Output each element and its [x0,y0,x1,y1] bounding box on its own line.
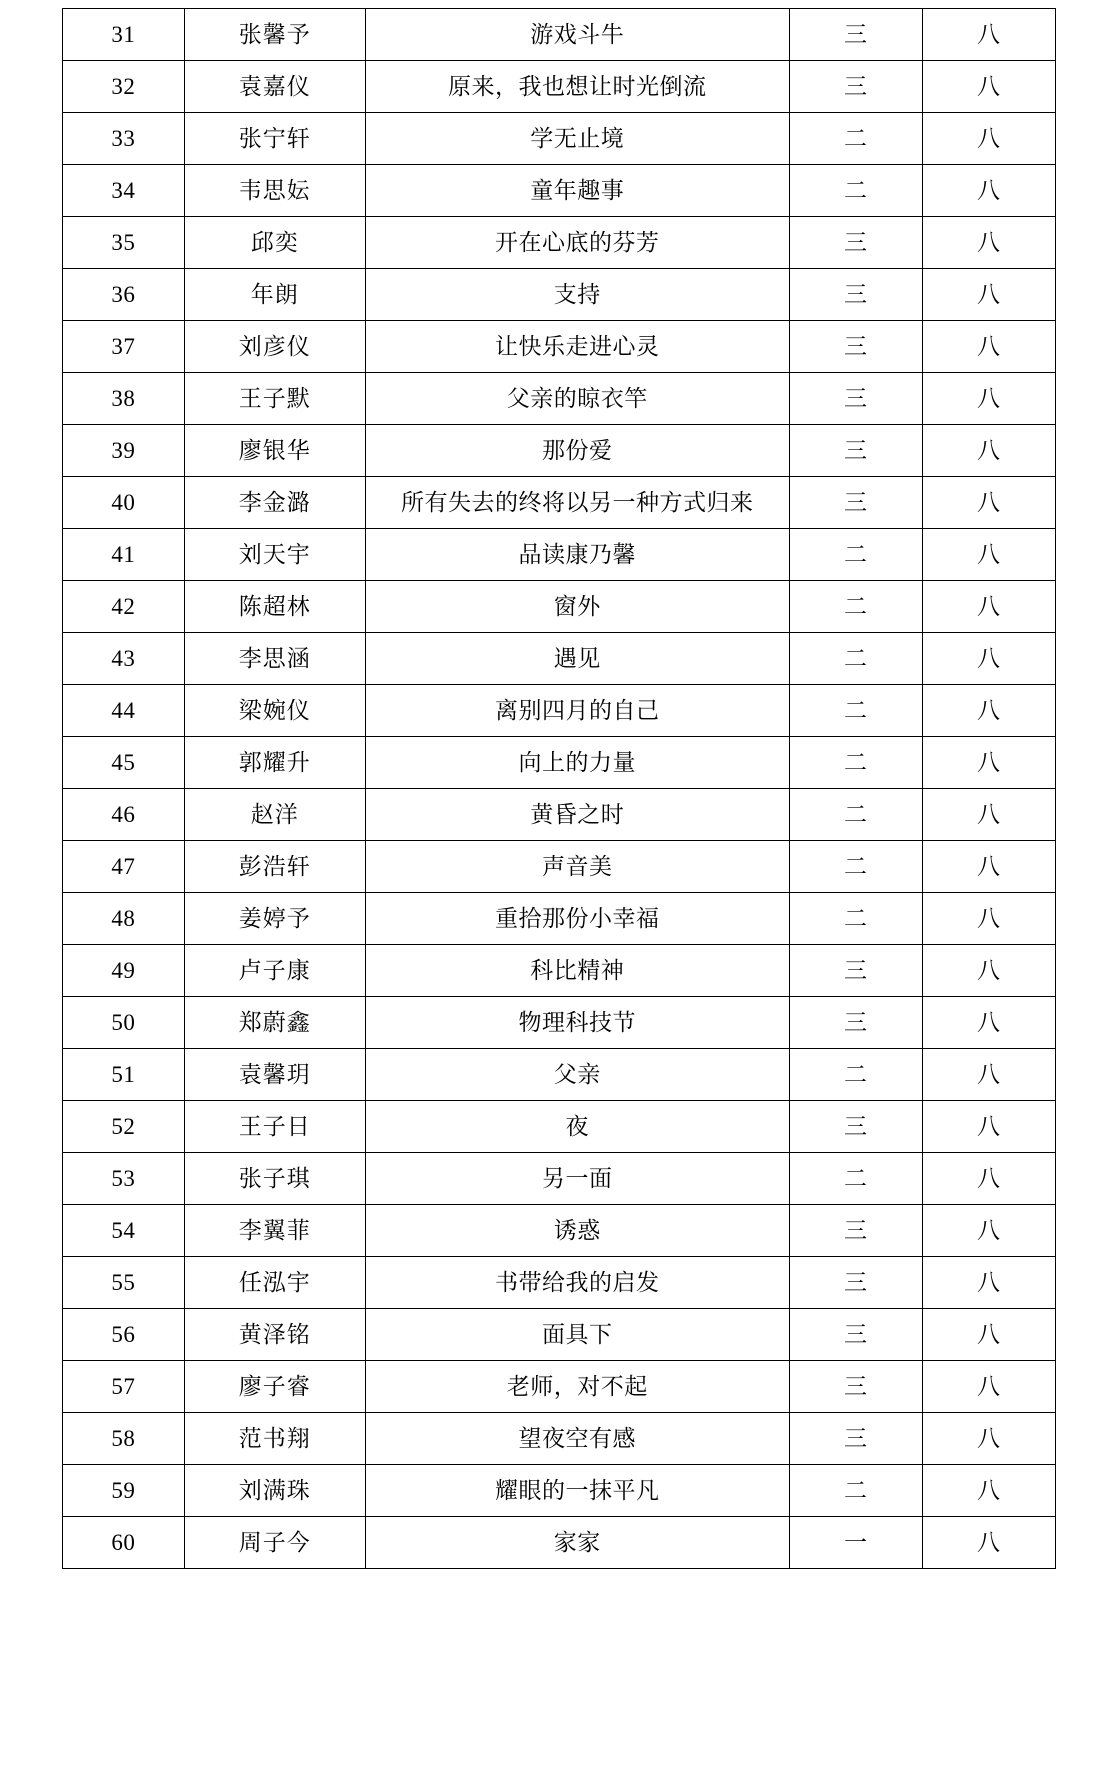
work-title-cell: 夜 [365,1101,789,1153]
row-index-cell: 46 [63,789,185,841]
table-row [63,165,1056,217]
row-index-cell: 48 [63,893,185,945]
prize-level-cell: 二 [789,581,922,633]
student-name-cell: 周子今 [184,1517,365,1569]
row-index-cell: 32 [63,61,185,113]
table-row [63,945,1056,997]
table-row [63,1257,1056,1309]
student-name-cell: 王子默 [184,373,365,425]
student-name-cell: 刘天宇 [184,529,365,581]
grade-cell: 八 [922,1361,1055,1413]
table-row [63,1517,1056,1569]
table-row [63,841,1056,893]
row-index-cell: 33 [63,113,185,165]
table-row [63,321,1056,373]
work-title-cell: 学无止境 [365,113,789,165]
student-name-cell: 刘彦仪 [184,321,365,373]
student-name-cell: 郑蔚鑫 [184,997,365,1049]
row-index-cell: 37 [63,321,185,373]
prize-level-cell: 三 [789,1205,922,1257]
table-row [63,685,1056,737]
table-row [63,789,1056,841]
student-name-cell: 刘满珠 [184,1465,365,1517]
work-title-cell: 父亲 [365,1049,789,1101]
student-name-cell: 韦思妘 [184,165,365,217]
student-name-cell: 黄泽铭 [184,1309,365,1361]
row-index-cell: 50 [63,997,185,1049]
table-row [63,737,1056,789]
grade-cell: 八 [922,841,1055,893]
prize-level-cell: 二 [789,841,922,893]
table-row [63,1049,1056,1101]
row-index-cell: 60 [63,1517,185,1569]
grade-cell: 八 [922,425,1055,477]
work-title-cell: 书带给我的启发 [365,1257,789,1309]
prize-level-cell: 二 [789,893,922,945]
prize-level-cell: 二 [789,1465,922,1517]
student-name-cell: 卢子康 [184,945,365,997]
prize-level-cell: 三 [789,1361,922,1413]
row-index-cell: 41 [63,529,185,581]
student-name-cell: 彭浩轩 [184,841,365,893]
grade-cell: 八 [922,1049,1055,1101]
grade-cell: 八 [922,113,1055,165]
table-row [63,61,1056,113]
grade-cell: 八 [922,269,1055,321]
prize-level-cell: 三 [789,477,922,529]
work-title-cell: 另一面 [365,1153,789,1205]
work-title-cell: 童年趣事 [365,165,789,217]
table-row [63,1153,1056,1205]
prize-level-cell: 三 [789,373,922,425]
table-row [63,425,1056,477]
grade-cell: 八 [922,529,1055,581]
student-name-cell: 李翼菲 [184,1205,365,1257]
prize-level-cell: 三 [789,217,922,269]
prize-level-cell: 三 [789,997,922,1049]
prize-level-cell: 三 [789,321,922,373]
student-name-cell: 邱奕 [184,217,365,269]
row-index-cell: 34 [63,165,185,217]
table-row [63,1205,1056,1257]
prize-level-cell: 三 [789,9,922,61]
prize-level-cell: 三 [789,1413,922,1465]
student-name-cell: 袁馨玥 [184,1049,365,1101]
student-name-cell: 廖银华 [184,425,365,477]
grade-cell: 八 [922,9,1055,61]
row-index-cell: 35 [63,217,185,269]
grade-cell: 八 [922,1153,1055,1205]
prize-level-cell: 二 [789,113,922,165]
student-name-cell: 范书翔 [184,1413,365,1465]
grade-cell: 八 [922,945,1055,997]
student-name-cell: 张子琪 [184,1153,365,1205]
work-title-cell: 品读康乃馨 [365,529,789,581]
grade-cell: 八 [922,477,1055,529]
table-row [63,1101,1056,1153]
prize-level-cell: 三 [789,945,922,997]
prize-level-cell: 二 [789,165,922,217]
table-row [63,9,1056,61]
table-row [63,1413,1056,1465]
grade-cell: 八 [922,61,1055,113]
student-name-cell: 张宁轩 [184,113,365,165]
row-index-cell: 54 [63,1205,185,1257]
prize-level-cell: 一 [789,1517,922,1569]
row-index-cell: 47 [63,841,185,893]
row-index-cell: 52 [63,1101,185,1153]
grade-cell: 八 [922,997,1055,1049]
work-title-cell: 面具下 [365,1309,789,1361]
student-name-cell: 郭耀升 [184,737,365,789]
table-row [63,1465,1056,1517]
grade-cell: 八 [922,1413,1055,1465]
grade-cell: 八 [922,1517,1055,1569]
prize-level-cell: 三 [789,425,922,477]
row-index-cell: 43 [63,633,185,685]
table-row [63,581,1056,633]
grade-cell: 八 [922,1205,1055,1257]
work-title-cell: 遇见 [365,633,789,685]
table-row [63,113,1056,165]
work-title-cell: 向上的力量 [365,737,789,789]
work-title-cell: 窗外 [365,581,789,633]
row-index-cell: 53 [63,1153,185,1205]
work-title-cell: 让快乐走进心灵 [365,321,789,373]
row-index-cell: 58 [63,1413,185,1465]
student-name-cell: 张馨予 [184,9,365,61]
grade-cell: 八 [922,373,1055,425]
grade-cell: 八 [922,217,1055,269]
table-row [63,1309,1056,1361]
row-index-cell: 57 [63,1361,185,1413]
row-index-cell: 56 [63,1309,185,1361]
work-title-cell: 家家 [365,1517,789,1569]
grade-cell: 八 [922,633,1055,685]
table-row [63,997,1056,1049]
work-title-cell: 声音美 [365,841,789,893]
student-name-cell: 年朗 [184,269,365,321]
work-title-cell: 重拾那份小幸福 [365,893,789,945]
grade-cell: 八 [922,893,1055,945]
table-row [63,633,1056,685]
grade-cell: 八 [922,1309,1055,1361]
student-name-cell: 姜婷予 [184,893,365,945]
grade-cell: 八 [922,321,1055,373]
row-index-cell: 44 [63,685,185,737]
award-roster-table [62,8,1056,1569]
prize-level-cell: 二 [789,529,922,581]
work-title-cell: 物理科技节 [365,997,789,1049]
prize-level-cell: 三 [789,269,922,321]
row-index-cell: 31 [63,9,185,61]
table-row [63,373,1056,425]
student-name-cell: 任泓宇 [184,1257,365,1309]
grade-cell: 八 [922,1465,1055,1517]
work-title-cell: 所有失去的终将以另一种方式归来 [365,477,789,529]
row-index-cell: 36 [63,269,185,321]
prize-level-cell: 二 [789,633,922,685]
work-title-cell: 原来，我也想让时光倒流 [365,61,789,113]
work-title-cell: 离别四月的自己 [365,685,789,737]
row-index-cell: 45 [63,737,185,789]
student-name-cell: 李金潞 [184,477,365,529]
grade-cell: 八 [922,165,1055,217]
student-name-cell: 袁嘉仪 [184,61,365,113]
work-title-cell: 黄昏之时 [365,789,789,841]
prize-level-cell: 二 [789,685,922,737]
work-title-cell: 那份爱 [365,425,789,477]
row-index-cell: 49 [63,945,185,997]
student-name-cell: 廖子睿 [184,1361,365,1413]
prize-level-cell: 二 [789,789,922,841]
work-title-cell: 父亲的晾衣竿 [365,373,789,425]
row-index-cell: 55 [63,1257,185,1309]
work-title-cell: 耀眼的一抹平凡 [365,1465,789,1517]
table-row [63,477,1056,529]
grade-cell: 八 [922,1257,1055,1309]
work-title-cell: 开在心底的芬芳 [365,217,789,269]
prize-level-cell: 二 [789,737,922,789]
work-title-cell: 诱惑 [365,1205,789,1257]
table-row [63,529,1056,581]
work-title-cell: 支持 [365,269,789,321]
table-row [63,1361,1056,1413]
grade-cell: 八 [922,1101,1055,1153]
student-name-cell: 陈超林 [184,581,365,633]
student-name-cell: 梁婉仪 [184,685,365,737]
student-name-cell: 王子日 [184,1101,365,1153]
grade-cell: 八 [922,685,1055,737]
row-index-cell: 40 [63,477,185,529]
row-index-cell: 51 [63,1049,185,1101]
grade-cell: 八 [922,737,1055,789]
row-index-cell: 42 [63,581,185,633]
table-body [63,9,1056,1569]
prize-level-cell: 三 [789,1101,922,1153]
row-index-cell: 59 [63,1465,185,1517]
work-title-cell: 老师，对不起 [365,1361,789,1413]
student-name-cell: 赵洋 [184,789,365,841]
prize-level-cell: 三 [789,1257,922,1309]
prize-level-cell: 二 [789,1153,922,1205]
table-row [63,893,1056,945]
work-title-cell: 望夜空有感 [365,1413,789,1465]
grade-cell: 八 [922,581,1055,633]
student-name-cell: 李思涵 [184,633,365,685]
row-index-cell: 38 [63,373,185,425]
row-index-cell: 39 [63,425,185,477]
work-title-cell: 科比精神 [365,945,789,997]
prize-level-cell: 三 [789,61,922,113]
prize-level-cell: 三 [789,1309,922,1361]
work-title-cell: 游戏斗牛 [365,9,789,61]
table-row [63,269,1056,321]
table-row [63,217,1056,269]
prize-level-cell: 二 [789,1049,922,1101]
grade-cell: 八 [922,789,1055,841]
